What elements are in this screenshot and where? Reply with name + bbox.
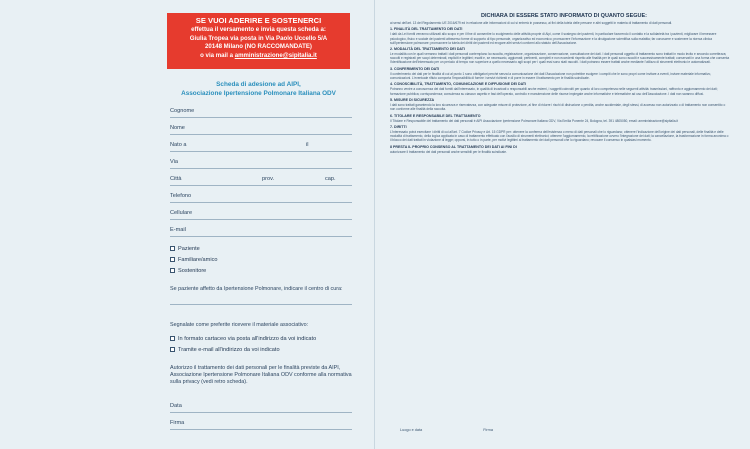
section-heading: 4. CONOSCIBILITÀ, TRATTAMENTO, COMUNICAZIONE E DIFFUSIONE DEI DATI (390, 82, 527, 87)
banner-line: effettua il versamento e invia questa scheda a: (191, 26, 326, 33)
material-question: Segnalate come preferite ricevere il materiale associativo: (170, 322, 309, 328)
privacy-body (390, 21, 730, 154)
section-text: I dati sono trattati garantendo la loro sicurezza e riservatezza, con adeguate misure di protezione, al fine di ridurre i rischi di distruzione o perdita, anche accidentale, degli stessi, di accesso non autorizzato o di trattamento non consentito o non conforme alle finalità della raccolta. (390, 102, 726, 112)
banner-city: 20148 Milano (NO RACCOMANDATE) (205, 43, 312, 51)
section-heading: 8 PRESTA IL PROPRIO CONSENSO AL TRATTAMENTO DEI DATI AI FINI DI (390, 144, 517, 149)
section-text: L'interessato potrà esercitare i diritti di cui all'art. 7 Codice Privacy e Art. 15 GDPR per: ottenere la conferma dell'esistenza o meno di dati personali che lo riguardano; ottenere l'indicazione dell'origine dei dati personali, delle finalità e delle modalità di trattamento, della logica applicata in caso di trattamento effettuato con l'ausilio di strumenti elettronici; ottenere l'aggiornamento, la rettificazione ovvero l'integrazione dei dati; la cancellazione, la trasformazione in forma anonima o il blocco dei dati trattati in violazione di legge; opporsi, in tutto o in parte, per motivi legittimi al trattamento dei dati personali che lo riguardano; revocare il consenso in qualsiasi momento. (390, 130, 729, 143)
section-heading: 2. MODALITÀ DEL TRATTAMENTO DEI DATI (390, 47, 465, 52)
checkbox[interactable] (170, 246, 175, 251)
section-text: autorizzare il trattamento dei dati personali anche sensibili per le finalità suindicate. (390, 149, 507, 154)
il-label: il (306, 142, 309, 148)
type-familiare[interactable]: Familiare/amico (170, 256, 217, 264)
section-heading: 6. TITOLARE E RESPONSABILE DEL TRATTAMENTO (390, 113, 481, 118)
section-heading: 5. MISURE DI SICUREZZA (390, 97, 435, 102)
citta-field[interactable]: Città prov. cap. (170, 169, 352, 186)
nome-field[interactable]: Nome (170, 118, 352, 135)
type-paziente[interactable]: Paziente (170, 245, 200, 253)
section-heading: 7. DIRITTI (390, 125, 407, 130)
via-field[interactable]: Via (170, 152, 352, 169)
section-text: Potranno venire a conoscenza dei dati forniti dall'interessato, in qualità di incaricati o responsabili anche esterni, i soggetti coinvolti per quanto di loro competenza nelle seguenti attività: trasmissioni, raffronto e aggiornamento dei dati; formazione pubblica; corrispondenza; consulenza su ciascun aspetto e fasi dell'operato, controllo e manutenzione delle risorse impiegate anche informatiche e telematiche ad uso dell'Associazione. I dati non saranno diffusi. (390, 87, 718, 96)
section-heading: 3. CONFERIMENTO DEI DATI (390, 66, 440, 71)
section-text: Le modalità con le quali verranno trattati i dati personali contemplano la raccolta, registrazione, organizzazione, conservazione, consultazione dei dati. I dati personali oggetto di trattamento sono trattati in modo lecito e secondo correttezza; raccolti e registrati per scopi determinati, espliciti e legittimi; esatti e, se necessario, aggiornati; pertinenti, completi e non eccedenti rispetto alle finalità per le quali sono raccolti e successivamente trattati; conservati in una forma che consenta l'identificazione dell'interessato per un periodo di tempo non superiore a quello necessario agli scopi per i quali essi sono stati raccolti. I dati potranno essere trattati anche mediante l'utilizzo di strumenti elettronici e automatizzati. (390, 52, 730, 65)
privacy-title: DICHIARA DI ESSERE STATO INFORMATO DI QUANTO SEGUE: (480, 13, 648, 19)
firma-field[interactable]: Firma (170, 413, 352, 430)
banner-title: SE VUOI ADERIRE E SOSTENERCI (195, 16, 322, 25)
section-text: Il Titolare e Responsabile del trattamento dei dati personali è AIPI Associazione Ipertensione Polmonare Italiana ODV, Via Emilia Ponente 24, Bologna, tel. 391 4805050, email: amministrazione@sipitalia.it (390, 118, 678, 123)
cognome-field[interactable]: Cognome (170, 101, 352, 118)
checkbox[interactable] (170, 268, 175, 273)
banner-email-line: o via mail a amministrazione@sipitalia.it (200, 51, 317, 59)
checkbox[interactable] (170, 336, 175, 341)
type-sostenitore[interactable]: Sostenitore (170, 267, 206, 275)
prov-label: prov. (262, 176, 275, 182)
privacy-intro: ai sensi dell'art. 13 del Regolamento UE 2016/679 ed in relazione alle informazioni di cui si entrerà in possesso, ai fini della tutela delle persone e altri soggetti in materia di trattamento di dati personali. (390, 21, 673, 25)
email-field[interactable]: E-mail (170, 220, 352, 237)
data-field[interactable]: Data (170, 396, 352, 413)
telefono-field[interactable]: Telefono (170, 186, 352, 203)
luogo-data-label: Luogo e data (400, 428, 423, 432)
donation-banner (167, 13, 350, 69)
section-text: I dati da Lei forniti verranno utilizzati allo scopo e per il fine di consentire lo svolgimento delle attività proprie di Aipi, come il sostegno dei pazienti, in particolare favorendo il contatto e la solidarietà tra i pazienti, migliorare il benessere psicologico, fisico e sociale dei pazienti attraverso forme di supporto di tipo personale, organizzativo ed economico; promuovere l'informazione e la divulgazione scientifica sulla malattia; far conoscere e sostenere la ricerca clinica sull'ipertensione polmonare; promuovere la tutela dei diritti dei pazienti ed erogare altri servizi conformi allo statuto dell'Associazione. (390, 32, 717, 45)
consent-text: Autorizzo il trattamento dei dati personali per le finalità previste da AIPI, Associazione Ipertensione Polmonare Italiana ODV conforme alla normativa sulla privacy (vedi retro scheda). (170, 365, 352, 386)
material-cartaceo[interactable]: In formato cartaceo via posta all'indirizzo da voi indicato (170, 335, 316, 343)
centro-question: Se paziente affetto da Ipertensione Polmonare, indicare il centro di cura: (170, 286, 343, 292)
checkbox[interactable] (170, 347, 175, 352)
form-title: Scheda di adesione ad AIPI, Associazione Ipertensione Polmonare Italiana ODV (181, 81, 336, 97)
nato-field[interactable]: Nato a il (170, 135, 352, 152)
privacy-footer (400, 428, 700, 432)
checkbox[interactable] (170, 257, 175, 262)
cap-label: cap. (325, 176, 336, 182)
firma-label: Firma (483, 428, 493, 432)
centro-input[interactable] (170, 304, 352, 305)
section-heading: 1. FINALITÀ DEL TRATTAMENTO DEI DATI (390, 27, 463, 32)
email-link[interactable]: amministrazione@sipitalia.it (234, 51, 317, 59)
banner-address: Giulia Tropea via posta in Via Paolo Uccello 5/A (189, 34, 328, 42)
material-email[interactable]: Tramite e-mail all'indirizzo da voi indicato (170, 346, 280, 354)
cellulare-field[interactable]: Cellulare (170, 203, 352, 220)
section-text: Il conferimento dei dati per le finalità di cui al punto 1 sono obbligatori perché senza la comunicazione dei dati l'Associazione non potrebbe svolgere i compiti che le sono propri come invitare a eventi, inviare materiale informativo, comunicazioni. L'eventuale rifiuto comporta l'impossibilità di fornire i servizi richiesti e di porre in essere il trattamento per le finalità suindicate. (390, 71, 712, 80)
